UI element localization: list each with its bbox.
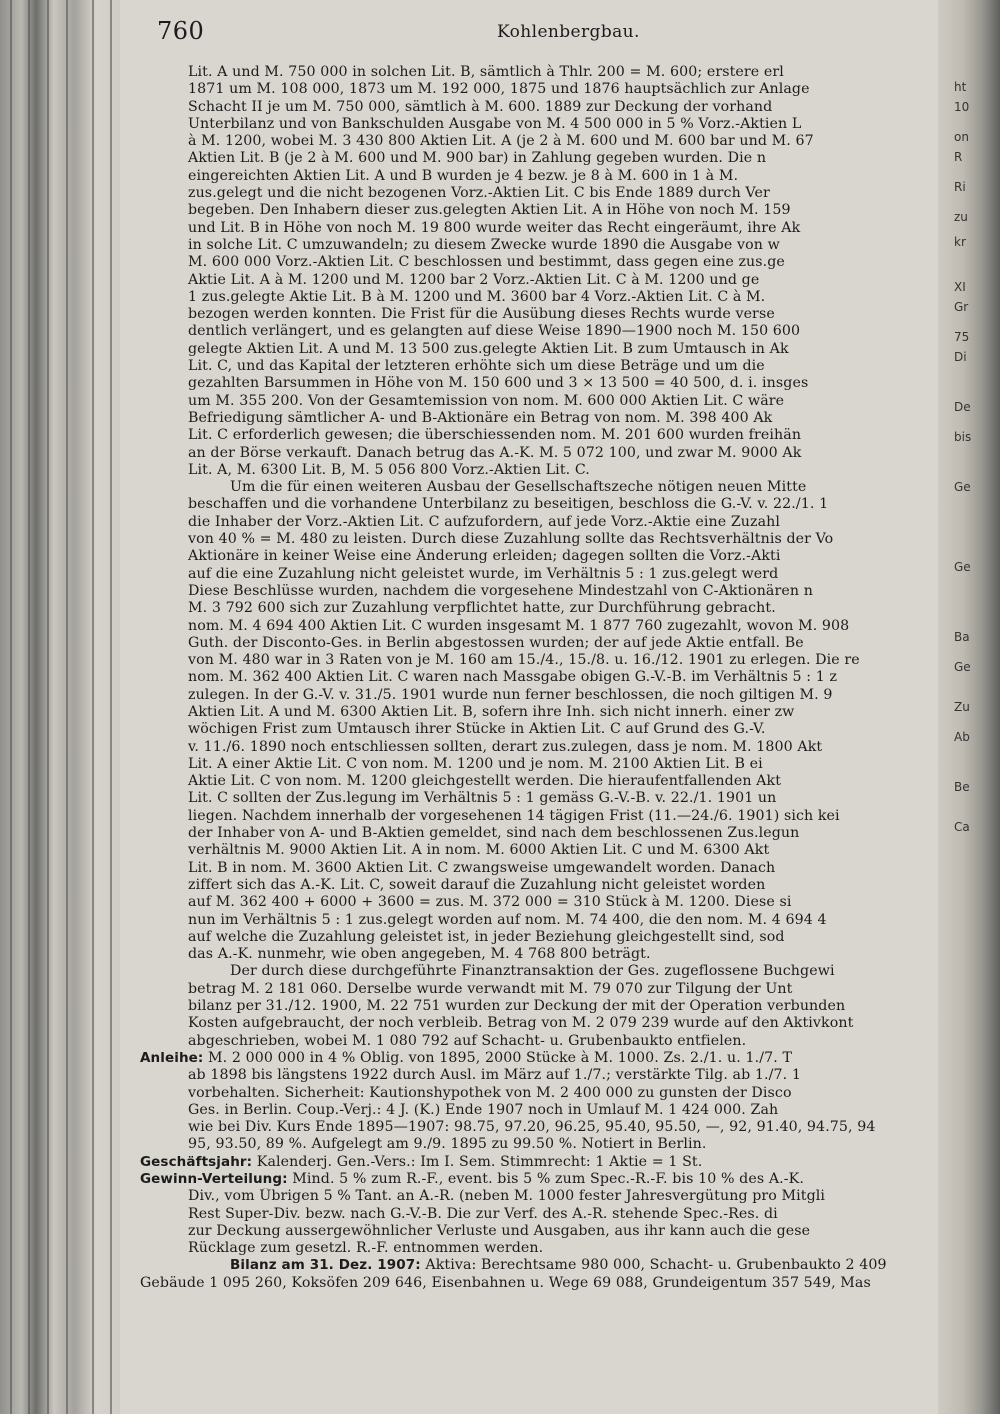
- line-text: verhältnis M. 9000 Aktien Lit. A in nom. M. 6000 Aktien Lit. C und M. 6300 Akt: [188, 842, 770, 859]
- line-text: Aktionäre in keiner Weise eine Änderung erleiden; dagegen sollten die Vorz.-Akti: [188, 548, 781, 565]
- line-text: Kalenderj. Gen.-Vers.: Im I. Sem. Stimmrecht: 1 Aktie = 1 St.: [252, 1153, 703, 1170]
- text-line: [140, 739, 940, 756]
- line-text: zus.gelegt und die nicht bezogenen Vorz.-Aktien Lit. C bis Ende 1889 durch Ver: [188, 185, 770, 202]
- line-text: Lit. C sollten der Zus.legung im Verhältnis 5 : 1 gemäss G.-V.-B. v. 22./1. 1901 un: [188, 790, 777, 807]
- text-line: [140, 393, 940, 410]
- text-line: [140, 323, 940, 340]
- facing-page-fragment: Ge: [954, 560, 971, 574]
- page-number: 760: [157, 17, 205, 45]
- line-text: von 40 % = M. 480 zu leisten. Durch diese Zuzahlung sollte das Rechtsverhältnis der Vo: [188, 531, 834, 548]
- text-line: [140, 825, 940, 842]
- facing-page-fragment: XI: [954, 280, 966, 294]
- book-binding-shadow: [0, 0, 120, 1414]
- line-text: Aktiva: Berechtsame 980 000, Schacht- u. Grubenbaukto 2 409: [420, 1257, 887, 1274]
- text-line: [140, 445, 940, 462]
- line-text: nom. M. 4 694 400 Aktien Lit. C wurden insgesamt M. 1 877 760 zugezahlt, wovon M. 908: [188, 617, 850, 634]
- text-line: [140, 462, 940, 479]
- facing-page-fragment: Ca: [954, 820, 970, 834]
- facing-page-fragment: Ri: [954, 180, 966, 194]
- text-line: [140, 773, 940, 790]
- line-text: vorbehalten. Sicherheit: Kautionshypothek von M. 2 400 000 zu gunsten der Disco: [188, 1084, 792, 1101]
- text-line: [140, 963, 940, 980]
- facing-page-fragment: Be: [954, 780, 970, 794]
- binding-line: [10, 0, 12, 1414]
- text-line: [140, 237, 940, 254]
- line-text: Der durch diese durchgeführte Finanztransaktion der Ges. zugeflossene Buchgewi: [230, 963, 835, 980]
- line-text: beschaffen und die vorhandene Unterbilanz zu beseitigen, beschloss die G.-V. v. 22./1. 1: [188, 496, 829, 513]
- facing-page-fragment: kr: [954, 235, 966, 249]
- line-text: Diese Beschlüsse wurden, nachdem die vorgesehene Mindestzahl von C-Aktionären n: [188, 582, 813, 599]
- text-line: [140, 998, 940, 1015]
- line-text: Unterbilanz und von Bankschulden Ausgabe von M. 4 500 000 in 5 % Vorz.-Aktien L: [188, 115, 802, 132]
- line-text: nun im Verhältnis 5 : 1 zus.gelegt worden auf nom. M. 74 400, die den nom. M. 4 694 4: [188, 911, 827, 928]
- text-line: [140, 168, 940, 185]
- text-line: [140, 790, 940, 807]
- text-line: [140, 566, 940, 583]
- text-line: [140, 756, 940, 773]
- line-text: der Inhaber von A- und B-Aktien gemeldet, sind nach dem beschlossenen Zus.legun: [188, 825, 800, 842]
- line-text: Lit. B in nom. M. 3600 Aktien Lit. C zwangsweise umgewandelt worden. Danach: [188, 859, 776, 876]
- line-text: auf die eine Zuzahlung nicht geleistet wurde, im Verhältnis 5 : 1 zus.gelegt werd: [188, 565, 779, 582]
- text-line: [140, 1102, 940, 1119]
- text-line: [140, 306, 940, 323]
- line-text: Aktien Lit. B (je 2 à M. 600 und M. 900 bar) in Zahlung gegeben wurden. Die n: [188, 150, 767, 167]
- line-text: Ges. in Berlin. Coup.-Verj.: 4 J. (K.) Ende 1907 noch in Umlauf M. 1 424 000. Zah: [188, 1101, 779, 1118]
- text-line: [140, 1188, 940, 1205]
- facing-page-fragment: Ge: [954, 660, 971, 674]
- text-line: [140, 704, 940, 721]
- line-text: v. 11./6. 1890 noch entschliessen sollten, derart zus.zulegen, dass je nom. M. 1800 Akt: [188, 738, 823, 755]
- binding-line: [110, 0, 112, 1414]
- text-line: [140, 479, 940, 496]
- text-line: [140, 1136, 940, 1153]
- section-label: Bilanz am 31. Dez. 1907:: [230, 1257, 421, 1274]
- running-title: Kohlenbergbau.: [497, 22, 640, 42]
- text-line: [140, 1033, 940, 1050]
- line-text: Lit. A einer Aktie Lit. C von nom. M. 1200 und je nom. M. 2100 Aktien Lit. B ei: [188, 755, 763, 772]
- text-line: [140, 635, 940, 652]
- facing-page-fragment: 75: [954, 330, 970, 344]
- line-text: nom. M. 362 400 Aktien Lit. C waren nach Massgabe obigen G.-V.-B. im Verhältnis 5 : 1 z: [188, 669, 838, 686]
- line-text: Kosten aufgebraucht, der noch verbleib. Betrag von M. 2 079 239 wurde auf den Aktivkont: [188, 1015, 854, 1032]
- line-text: Aktie Lit. C von nom. M. 1200 gleichgestellt werden. Die hieraufentfallenden Akt: [188, 773, 782, 790]
- facing-page-fragment: on: [954, 130, 969, 144]
- facing-page-fragment: Ge: [954, 480, 971, 494]
- text-line: [140, 600, 940, 617]
- facing-page-fragment: Zu: [954, 700, 970, 714]
- text-line: [140, 133, 940, 150]
- line-text: eingereichten Aktien Lit. A und B wurden je 4 bezw. je 8 à M. 600 in 1 à M.: [188, 167, 739, 184]
- line-text: Guth. der Disconto-Ges. in Berlin abgestossen wurden; der auf jede Aktie entfall. Be: [188, 634, 804, 651]
- text-line: [140, 254, 940, 271]
- text-line: [140, 150, 940, 167]
- text-line: [140, 81, 940, 98]
- line-text: in solche Lit. C umzuwandeln; zu diesem Zwecke wurde 1890 die Ausgabe von w: [188, 236, 780, 253]
- facing-page-fragment: zu: [954, 210, 968, 224]
- text-line: [140, 427, 940, 444]
- line-text: M. 3 792 600 sich zur Zuzahlung verpflichtet hatte, zur Durchführung gebracht.: [188, 600, 776, 617]
- facing-page-fragment: De: [954, 400, 971, 414]
- line-text: bilanz per 31./12. 1900, M. 22 751 wurden zur Deckung der mit der Operation verbunden: [188, 998, 846, 1015]
- text-line: [140, 116, 940, 133]
- line-text: begeben. Den Inhabern dieser zus.gelegten Aktien Lit. A in Höhe von noch M. 159: [188, 202, 791, 219]
- line-text: an der Börse verkauft. Danach betrug das A.-K. M. 5 072 100, und zwar M. 9000 Ak: [188, 444, 802, 461]
- text-line: [140, 946, 940, 963]
- text-line: [140, 929, 940, 946]
- text-line: [140, 375, 940, 392]
- text-line: [140, 496, 940, 513]
- text-line: [140, 1015, 940, 1032]
- text-line: [140, 877, 940, 894]
- section-line: [140, 1257, 940, 1274]
- line-text: wie bei Div. Kurs Ende 1895—1907: 98.75, 97.20, 96.25, 95.40, 95.50, —, 92, 91.40, 94.75, 94: [188, 1119, 876, 1136]
- line-text: Schacht II je um M. 750 000, sämtlich à M. 600. 1889 zur Deckung der vorhand: [188, 98, 773, 115]
- line-text: Gebäude 1 095 260, Koksöfen 209 646, Eisenbahnen u. Wege 69 088, Grundeigentum 357 549, Mas: [140, 1274, 871, 1291]
- line-text: 1 zus.gelegte Aktie Lit. B à M. 1200 und M. 3600 bar 4 Vorz.-Aktien Lit. C à M.: [188, 288, 766, 305]
- line-text: bezogen werden konnten. Die Frist für die Ausübung dieses Rechts wurde verse: [188, 306, 775, 323]
- text-line: [140, 410, 940, 427]
- facing-page-fragment: Gr: [954, 300, 969, 314]
- line-text: gelegte Aktien Lit. A und M. 13 500 zus.gelegte Aktien Lit. B zum Umtausch in Ak: [188, 340, 789, 357]
- text-line: [140, 1119, 940, 1136]
- line-text: dentlich verlängert, und es gelangten auf diese Weise 1890—1900 noch M. 150 600: [188, 323, 801, 340]
- section-line: [140, 1154, 940, 1171]
- line-text: Befriedigung sämtlicher A- und B-Aktionäre ein Betrag von nom. M. 398 400 Ak: [188, 409, 773, 426]
- line-text: Rücklage zum gesetzl. R.-F. entnommen werden.: [188, 1240, 544, 1257]
- line-text: um M. 355 200. Von der Gesamtemission von nom. M. 600 000 Aktien Lit. C wäre: [188, 392, 785, 409]
- text-line: [140, 652, 940, 669]
- text-line: [140, 894, 940, 911]
- line-text: Mind. 5 % zum R.-F., event. bis 5 % zum Spec.-R.-F. bis 10 % des A.-K.: [287, 1171, 804, 1187]
- binding-line: [66, 0, 68, 1414]
- text-line: [140, 842, 940, 859]
- line-text: wöchigen Frist zum Umtausch ihrer Stücke in Aktien Lit. C auf Grund des G.-V.: [188, 721, 766, 738]
- facing-page-fragment: Ba: [954, 630, 970, 644]
- line-text: M. 2 000 000 in 4 % Oblig. von 1895, 2000 Stücke à M. 1000. Zs. 2./1. u. 1./7. T: [203, 1049, 793, 1066]
- facing-page-fragment: R: [954, 150, 963, 164]
- text-line: [140, 220, 940, 237]
- line-text: 1871 um M. 108 000, 1873 um M. 192 000, 1875 und 1876 hauptsächlich zur Anlage: [188, 81, 810, 98]
- line-text: das A.-K. nunmehr, wie oben angegeben, M. 4 768 800 beträgt.: [188, 946, 651, 963]
- section-label: Anleihe:: [140, 1049, 204, 1066]
- line-text: auf M. 362 400 + 6000 + 3600 = zus. M. 372 000 = 310 Stück à M. 1200. Diese si: [188, 894, 792, 911]
- line-text: 95, 93.50, 89 %. Aufgelegt am 9./9. 1895 zu 99.50 %. Notiert in Berlin.: [188, 1136, 707, 1153]
- line-text: zulegen. In der G.-V. v. 31./5. 1901 wurde nun ferner beschlossen, die noch giltigen M. 9: [188, 686, 833, 703]
- facing-page-fragment: Di: [954, 350, 967, 364]
- text-line: [140, 99, 940, 116]
- section-label: Geschäftsjahr:: [140, 1153, 253, 1170]
- text-line: [140, 1240, 940, 1257]
- text-line: [140, 64, 940, 81]
- line-text: Aktien Lit. A und M. 6300 Aktien Lit. B, sofern ihre Inh. sich nicht innerh. einer zw: [188, 703, 795, 720]
- text-line: [140, 1085, 940, 1102]
- text-line: [140, 341, 940, 358]
- text-line: [140, 687, 940, 704]
- line-text: ab 1898 bis längstens 1922 durch Ausl. im März auf 1./7.; verstärkte Tilg. ab 1./7. 1: [188, 1067, 801, 1084]
- text-line: [140, 721, 940, 738]
- text-line: [140, 531, 940, 548]
- line-text: Lit. A, M. 6300 Lit. B, M. 5 056 800 Vorz.-Aktien Lit. C.: [188, 461, 590, 478]
- binding-line: [28, 0, 30, 1414]
- line-text: Aktie Lit. A à M. 1200 und M. 1200 bar 2 Vorz.-Aktien Lit. C à M. 1200 und ge: [188, 271, 760, 288]
- text-line: [140, 1223, 940, 1240]
- line-text: Lit. C, und das Kapital der letzteren erhöhte sich um diese Beträge und um die: [188, 358, 765, 375]
- body-text: [140, 64, 940, 1409]
- line-text: liegen. Nachdem innerhalb der vorgesehenen 14 tägigen Frist (11.—24./6. 1901) sich kei: [188, 807, 840, 824]
- line-text: Rest Super-Div. bezw. nach G.-V.-B. Die zur Verf. des A.-R. stehende Spec.-Res. di: [188, 1205, 778, 1222]
- text-line: [140, 1275, 940, 1292]
- text-line: [140, 860, 940, 877]
- facing-page-fragment: bis: [954, 430, 972, 444]
- line-text: und Lit. B in Höhe von noch M. 19 800 wurde weiter das Recht eingeräumt, ihre Ak: [188, 219, 801, 236]
- line-text: Lit. C erforderlich gewesen; die überschiessenden nom. M. 201 600 wurden freihän: [188, 427, 802, 444]
- text-line: [140, 289, 940, 306]
- text-line: [140, 202, 940, 219]
- text-line: [140, 548, 940, 565]
- text-line: [140, 981, 940, 998]
- text-line: [140, 185, 940, 202]
- line-text: Um die für einen weiteren Ausbau der Gesellschaftszeche nötigen neuen Mitte: [230, 479, 807, 496]
- text-line: [140, 669, 940, 686]
- facing-page-fragment: Ab: [954, 730, 970, 744]
- facing-page-fragment: ht: [954, 80, 967, 94]
- text-line: [140, 358, 940, 375]
- text-line: [140, 808, 940, 825]
- text-line: [140, 514, 940, 531]
- line-text: abgeschrieben, wobei M. 1 080 792 auf Schacht- u. Grubenbaukto entfielen.: [188, 1032, 747, 1049]
- text-line: [140, 912, 940, 929]
- text-line: [140, 618, 940, 635]
- facing-page-fragment: 10: [954, 100, 970, 114]
- line-text: gezahlten Barsummen in Höhe von M. 150 600 und 3 × 13 500 = 40 500, d. i. insges: [188, 375, 809, 392]
- line-text: Lit. A und M. 750 000 in solchen Lit. B, sämtlich à Thlr. 200 = M. 600; erstere erl: [188, 64, 784, 80]
- line-text: ziffert sich das A.-K. Lit. C, soweit darauf die Zuzahlung nicht geleistet worden: [188, 876, 766, 893]
- line-text: betrag M. 2 181 060. Derselbe wurde verwandt mit M. 79 070 zur Tilgung der Unt: [188, 980, 793, 997]
- text-line: [140, 1206, 940, 1223]
- line-text: à M. 1200, wobei M. 3 430 800 Aktien Lit. A (je 2 à M. 600 und M. 600 bar und M. 67: [188, 133, 814, 150]
- section-line: [140, 1050, 940, 1067]
- text-line: [140, 272, 940, 289]
- section-line: [140, 1171, 940, 1188]
- binding-line: [47, 0, 49, 1414]
- line-text: auf welche die Zuzahlung geleistet ist, in jeder Beziehung gleichgestellt sind, sod: [188, 928, 785, 945]
- binding-line: [92, 0, 94, 1414]
- line-text: die Inhaber der Vorz.-Aktien Lit. C aufzufordern, auf jede Vorz.-Aktie eine Zuzahl: [188, 513, 781, 530]
- text-line: [140, 583, 940, 600]
- line-text: M. 600 000 Vorz.-Aktien Lit. C beschlossen und bestimmt, dass gegen eine zus.ge: [188, 254, 785, 271]
- line-text: von M. 480 war in 3 Raten von je M. 160 am 15./4., 15./8. u. 16./12. 1901 zu erlegen. Die re: [188, 652, 860, 669]
- line-text: zur Deckung aussergewöhnlicher Verluste und Ausgaben, aus ihr kann auch die gese: [188, 1222, 811, 1239]
- section-label: Gewinn-Verteilung:: [140, 1171, 288, 1187]
- text-line: [140, 1067, 940, 1084]
- line-text: Div., vom Übrigen 5 % Tant. an A.-R. (neben M. 1000 fester Jahresvergütung pro Mitgli: [188, 1188, 826, 1205]
